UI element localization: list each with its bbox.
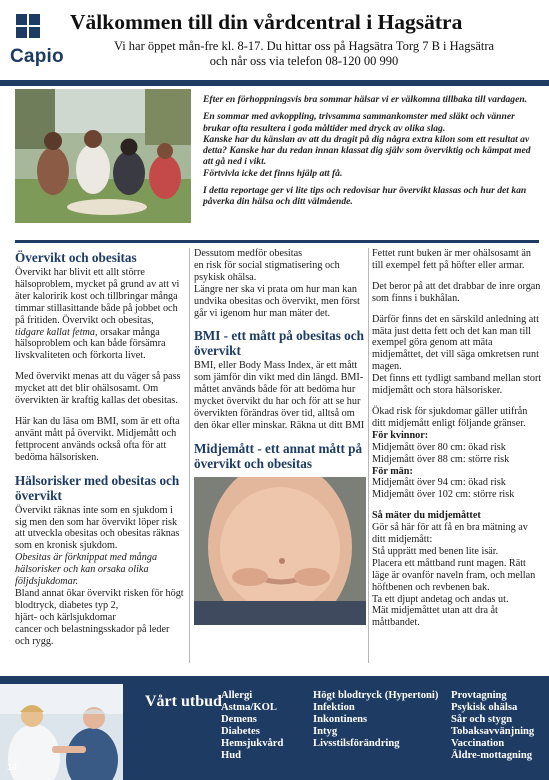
heading-overweight-obesity: Övervikt och obesitas (15, 250, 137, 265)
service-item: Livsstilsförändring (313, 737, 400, 749)
section-divider (15, 240, 539, 243)
service-item: Demens (221, 713, 257, 725)
article-column-3 (372, 248, 542, 638)
group-picnic-photo (15, 89, 191, 223)
services-list-3 (451, 690, 534, 761)
page-subtitle (74, 39, 534, 69)
page-title: Välkommen till din vårdcentral i Hagsätra (70, 10, 463, 34)
service-item: Äldre-mottagning (451, 749, 533, 761)
how-to-heading: Så mäter du midjemåttet (372, 510, 481, 522)
article-paragraph: Övervikt har blivit ett allt större hälsoproblem, mycket på grund av att vi äter kaloririk kost och tillbringar många timmar stillasittande både på jobbet och på fritiden. Övervikt och obesitas, tidgare kallat fetma, orsakar många hälsoproblem och kan både försämra livskvaliteten och förkorta livet. (15, 267, 180, 362)
services-list-1 (221, 690, 283, 761)
men-label: För män: (372, 465, 413, 477)
service-item: Sår och stygn (451, 713, 513, 725)
article-paragraph: Dessutom medför obesitas en risk för social stigmatisering och psykisk ohälsa. Längre ner ska vi prata om hur man kan undvika obesitas och övervikt, men först går vi igenom hur man mäter det. (194, 248, 360, 319)
page-number: 14 (7, 762, 18, 772)
service-item: Högt blodtryck (Hypertoni) (313, 690, 439, 701)
belly-photo (194, 477, 366, 625)
heading-health-risks: Hälsorisker med obesitas och övervikt (15, 472, 180, 503)
subtitle-hours-address: Vi har öppet mån-fre kl. 8-17. Du hittar oss på Hagsätra Torg 7 B i Hagsätra (113, 39, 495, 53)
article-paragraph: Därför finns det en särskild anledning att mäta just detta fett och det kan man till exempel göra genom att mäta midjemåttet, det vill säga omkretsen runt magen. Det finns ett tydligt samband mellan stort midjemått och stora hälsorisker. (372, 313, 542, 397)
intro-paragraph: Efter en förhoppningsvis bra sommar hälsar vi er välkomna tillbaka till vardagen. (203, 94, 528, 105)
service-item: Astma/KOL (221, 701, 277, 713)
intro-text (203, 94, 539, 214)
article-paragraph: Övervikt räknas inte som en sjukdom i sig men den som har övervikt löper risk att utveckla obesitas och obesitas räknas som en kronisk sjukdom. Obesitas är förknippat med många hälsorisker och kan orsaka olika följdsjukdomar. Bland annat ökar övervikt risken för högt blodtryck, diabetes typ 2, hjärt- och kärlsjukdomar cancer och belastningsskador på leder och rygg. (15, 504, 184, 647)
header-divider (0, 80, 549, 86)
subtitle-phone: och når oss via telefon 08-120 00 990 (209, 54, 399, 68)
service-item: Psykisk ohälsa (451, 701, 518, 713)
column-divider (368, 248, 369, 663)
service-item: Vaccination (451, 737, 505, 749)
service-item: Hud (221, 749, 242, 761)
article-paragraph: Med övervikt menas att du väger så pass mycket att det blir ohälsosamt. Om övervikten är kraftig kallas det obesitas. (15, 371, 181, 407)
service-item: Inkontinens (313, 713, 368, 725)
women-label: För kvinnor: (372, 429, 429, 441)
service-item: Intyg (313, 725, 338, 737)
capio-logo-text: Capio (10, 46, 64, 67)
services-title: Vårt utbud (145, 693, 222, 710)
service-item: Allergi (221, 690, 253, 701)
heading-waist-measure: Midjemått - ett annat mått på övervikt och obesitas (194, 440, 363, 471)
article-paragraph: Fettet runt buken är mer ohälsosamt än till exempel fett på höfter eller armar. (372, 248, 531, 271)
how-to-measure: Så mäter du midjemåttet Gör så här för att få en bra mätning av ditt midjemått: Stå upprätt med benen lite isär. Placera ett måttband runt magen. Rätt läge är ovanför naveln fram, och mellan höftbenen och revbenen bak. Ta ett djupt andetag och andas ut. Mät midjemåttet utan att dra åt måttbandet. (372, 510, 542, 629)
service-item: Provtagning (451, 690, 507, 701)
article-paragraph: Här kan du läsa om BMI, som är ett ofta använt mått på övervikt. Midjemått och fettprocent används också ofta för att bedöma hälsorisken. (15, 415, 180, 463)
page-header (0, 0, 549, 82)
service-item: Infektion (313, 701, 355, 713)
heading-bmi: BMI - ett mått på obesitas och övervikt (194, 328, 364, 359)
article-paragraph: Det beror på att det drabbar de inre organ som finns i bukhålan. (372, 280, 541, 304)
doctor-patient-photo (0, 684, 123, 780)
services-footer (0, 676, 549, 780)
column-divider (189, 248, 190, 663)
intro-paragraph: En sommar med avkoppling, trivsamma sammankomster med släkt och vänner brukar ofta resultera i goda måltider med dryck av olika slag. Kanske har du känslan av att du dragit på dig några extra kilon som ett resultat av detta? Kanske har du redan innan klassat dig själv som överviktig och kämpat med att gå ned i vikt. Förtvivla icke det finns hjälp att få. (203, 111, 531, 179)
capio-logo-mark-icon (16, 14, 40, 38)
waist-limits: Ökad risk för sjukdomar gäller utifrån ditt midjemått enligt följande gränser. För kvinnor: Midjemått över 80 cm: ökad risk Midjemått över 88 cm: större risk För män: Midjemått över 94 cm: ökad risk Midjemått över 102 cm: större risk (372, 406, 542, 501)
service-item: Diabetes (221, 725, 260, 737)
service-item: Tobaksavvänjning (451, 725, 535, 737)
intro-paragraph: I detta reportage ger vi lite tips och redovisar hur övervikt klassas och hur det kan påverka din hälsa och ditt välmående. (203, 185, 527, 208)
article-column-1 (15, 248, 185, 656)
services-list-2 (313, 690, 438, 750)
article-column-2 (194, 248, 366, 625)
service-item: Hemsjukvård (221, 737, 284, 749)
article-paragraph: BMI, eller Body Mass Index, är ett mått som jämför din vikt med din längd. BMI-måttet används både för att bedöma hur mycket övervikt du har och för att se hur övervikten förändras över tid, alltså om den ökar eller minskar. Räkna ut ditt BMI (194, 360, 365, 431)
